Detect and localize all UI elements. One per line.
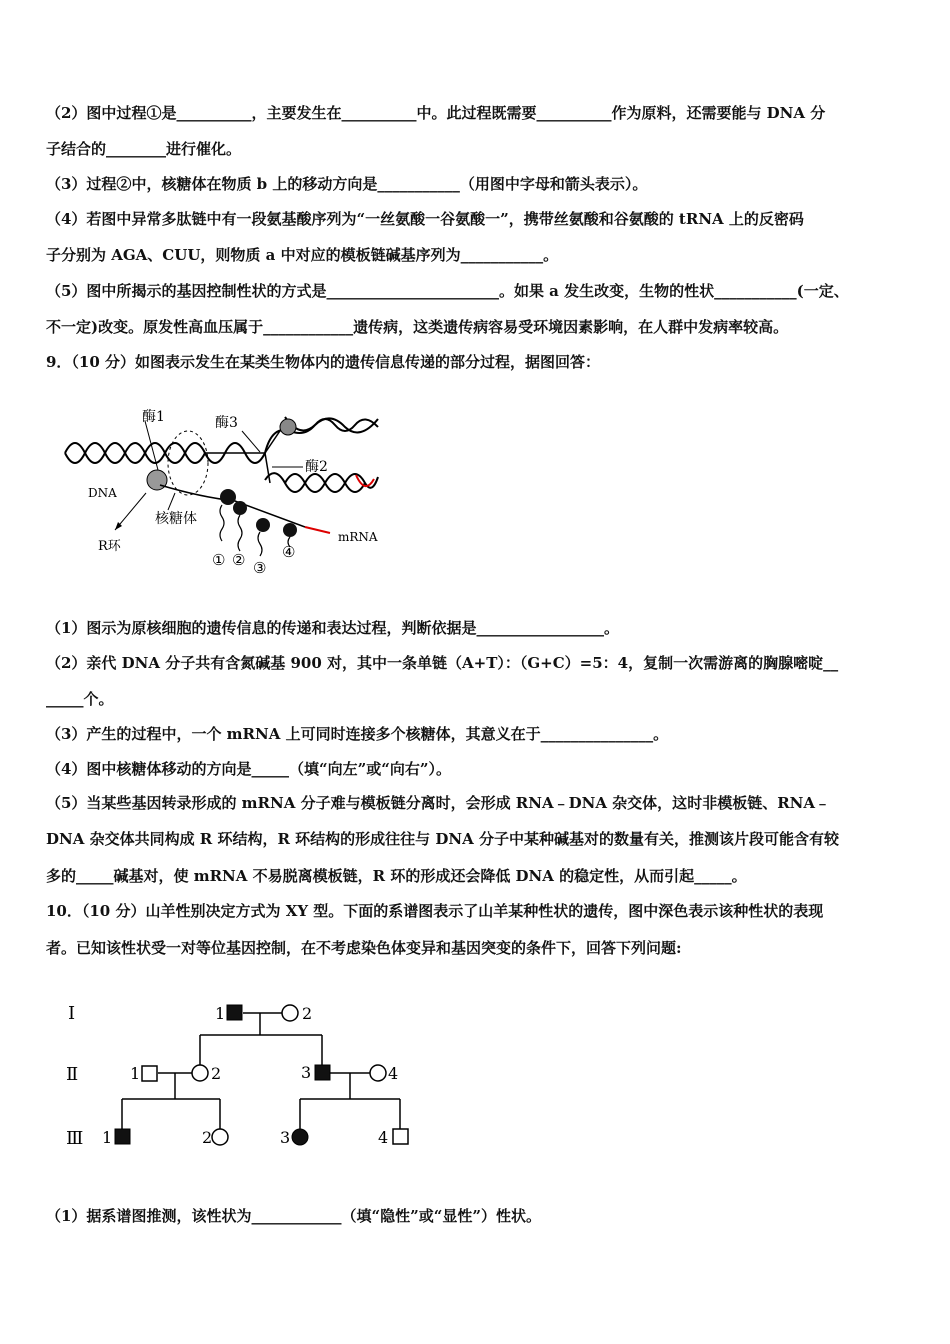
q8-part4-line2: 子分别为 AGA、CUU，则物质 a 中对应的模板链碱基序列为___________。 [46, 246, 559, 264]
pedigree-i1-affected-male [227, 1005, 242, 1020]
label-mrna: mRNA [338, 530, 378, 544]
pedigree-ii2-label: 2 [211, 1064, 222, 1083]
q8-part3: （3）过程②中，核糖体在物质 b 上的移动方向是___________（用图中字母和箭头表示）。 [46, 175, 648, 193]
pedigree-iii4-label: 4 [378, 1128, 389, 1147]
pedigree-iii2-female [212, 1129, 228, 1145]
label-circle-1: ① [212, 551, 226, 569]
q9-part1: （1）图示为原核细胞的遗传信息的传递和表达过程，判断依据是_________________。 [46, 619, 619, 637]
q10-heading-line2: 者。已知该性状受一对等位基因控制，在不考虑染色体变异和基因突变的条件下，回答下列问题: [46, 939, 682, 957]
q9-part2-line1: （2）亲代 DNA 分子共有含氮碱基 900 对，其中一条单链（A+T）：（G+C）=5：4，复制一次需游离的胸腺嘧啶__ [46, 654, 839, 672]
q9-heading: 9．（10 分）如图表示发生在某类生物体内的遗传信息传递的部分过程，据图回答： [46, 353, 601, 371]
label-dna: DNA [88, 486, 117, 500]
label-circle-3: ③ [253, 559, 267, 577]
ribosome-4 [283, 523, 297, 537]
transcription-translation-figure [60, 405, 390, 585]
dna-strand-left-b [65, 443, 205, 463]
q9-part4: （4）图中核糖体移动的方向是_____（填“向左”或“向右”）。 [46, 760, 451, 778]
pedigree-gen2-label: Ⅱ [66, 1064, 79, 1085]
pedigree-iii1-label: 1 [102, 1128, 113, 1147]
ribosome-2 [233, 501, 247, 515]
pedigree-ii3-label: 3 [301, 1063, 312, 1082]
q9-part5-line2: DNA 杂交体共同构成 R 环结构，R 环结构的形成往往与 DNA 分子中某种碱基对的数量有关，推测该片段可能含有较 [46, 830, 839, 848]
label-enzyme2: 酶2 [305, 459, 328, 475]
q9-part5-line1: （5）当某些基因转录形成的 mRNA 分子难与模板链分离时，会形成 RNA﹣DNA 杂交体，这时非模板链、RNA﹣ [46, 794, 831, 812]
pedigree-gen1-label: Ⅰ [68, 1003, 76, 1024]
label-enzyme3: 酶3 [215, 415, 238, 431]
label-circle-4: ④ [282, 543, 296, 561]
pedigree-ii2-female [192, 1065, 208, 1081]
enzyme1-shape [147, 470, 167, 490]
q9-part3: （3）产生的过程中，一个 mRNA 上可同时连接多个核糖体，其意义在于_______________。 [46, 725, 669, 743]
pedigree-ii1-label: 1 [130, 1064, 141, 1083]
pedigree-ii3-affected-male [315, 1065, 330, 1080]
q10-heading-line1: 10．（10 分）山羊性别决定方式为 XY 型。下面的系谱图表示了山羊某种性状的遗传，图中深色表示该种性状的表现 [46, 902, 824, 920]
pedigree-iii1-affected-male [115, 1129, 130, 1144]
pedigree-chart [60, 995, 420, 1155]
q9-part5-line3: 多的_____碱基对，使 mRNA 不易脱离模板链，R 环的形成还会降低 DNA 的稳定性，从而引起_____。 [46, 867, 747, 885]
label-circle-2: ② [232, 551, 246, 569]
q8-part2-line1: （2）图中过程①是__________，主要发生在__________中。此过程既需要__________作为原料，还需要能与 DNA 分 [46, 104, 826, 122]
label-r-loop: R环 [98, 539, 121, 554]
ribosome-1 [220, 489, 236, 505]
pedigree-ii4-label: 4 [388, 1064, 399, 1083]
pedigree-iii4-male [393, 1129, 408, 1144]
pedigree-i2-female [282, 1005, 298, 1021]
mrna-red-end [305, 527, 330, 533]
q8-part5-line2: 不一定)改变。原发性高血压属于____________遗传病，这类遗传病容易受环境因素影响，在人群中发病率较高。 [46, 318, 789, 336]
dna-strand-lower-b [285, 474, 365, 492]
pedigree-i2-label: 2 [302, 1004, 313, 1023]
label-ribosome: 核糖体 [155, 511, 197, 527]
pedigree-iii3-affected-female [292, 1129, 308, 1145]
pedigree-iii3-label: 3 [280, 1128, 291, 1147]
pedigree-i1-label: 1 [215, 1004, 226, 1023]
pedigree-iii2-label: 2 [202, 1128, 213, 1147]
enzyme3-shape [280, 419, 296, 435]
label-enzyme1: 酶1 [142, 409, 165, 425]
q8-part2-line2: 子结合的________进行催化。 [46, 140, 242, 158]
q10-part1: （1）据系谱图推测，该性状为____________（填“隐性”或“显性”）性状。 [46, 1207, 541, 1225]
q9-part2-line2: _____个。 [46, 690, 114, 708]
pedigree-ii1-male [142, 1066, 157, 1081]
pedigree-gen3-label: Ⅲ [66, 1128, 84, 1149]
q8-part4-line1: （4）若图中异常多肽链中有一段氨基酸序列为“一丝氨酸一谷氨酸一”，携带丝氨酸和谷氨酸的 tRNA 上的反密码 [46, 210, 804, 228]
pedigree-ii4-female [370, 1065, 386, 1081]
q8-part5-line1: （5）图中所揭示的基因控制性状的方式是_______________________。如果 a 发生改变，生物的性状___________(一定、 [46, 282, 849, 300]
ribosome-3 [256, 518, 270, 532]
